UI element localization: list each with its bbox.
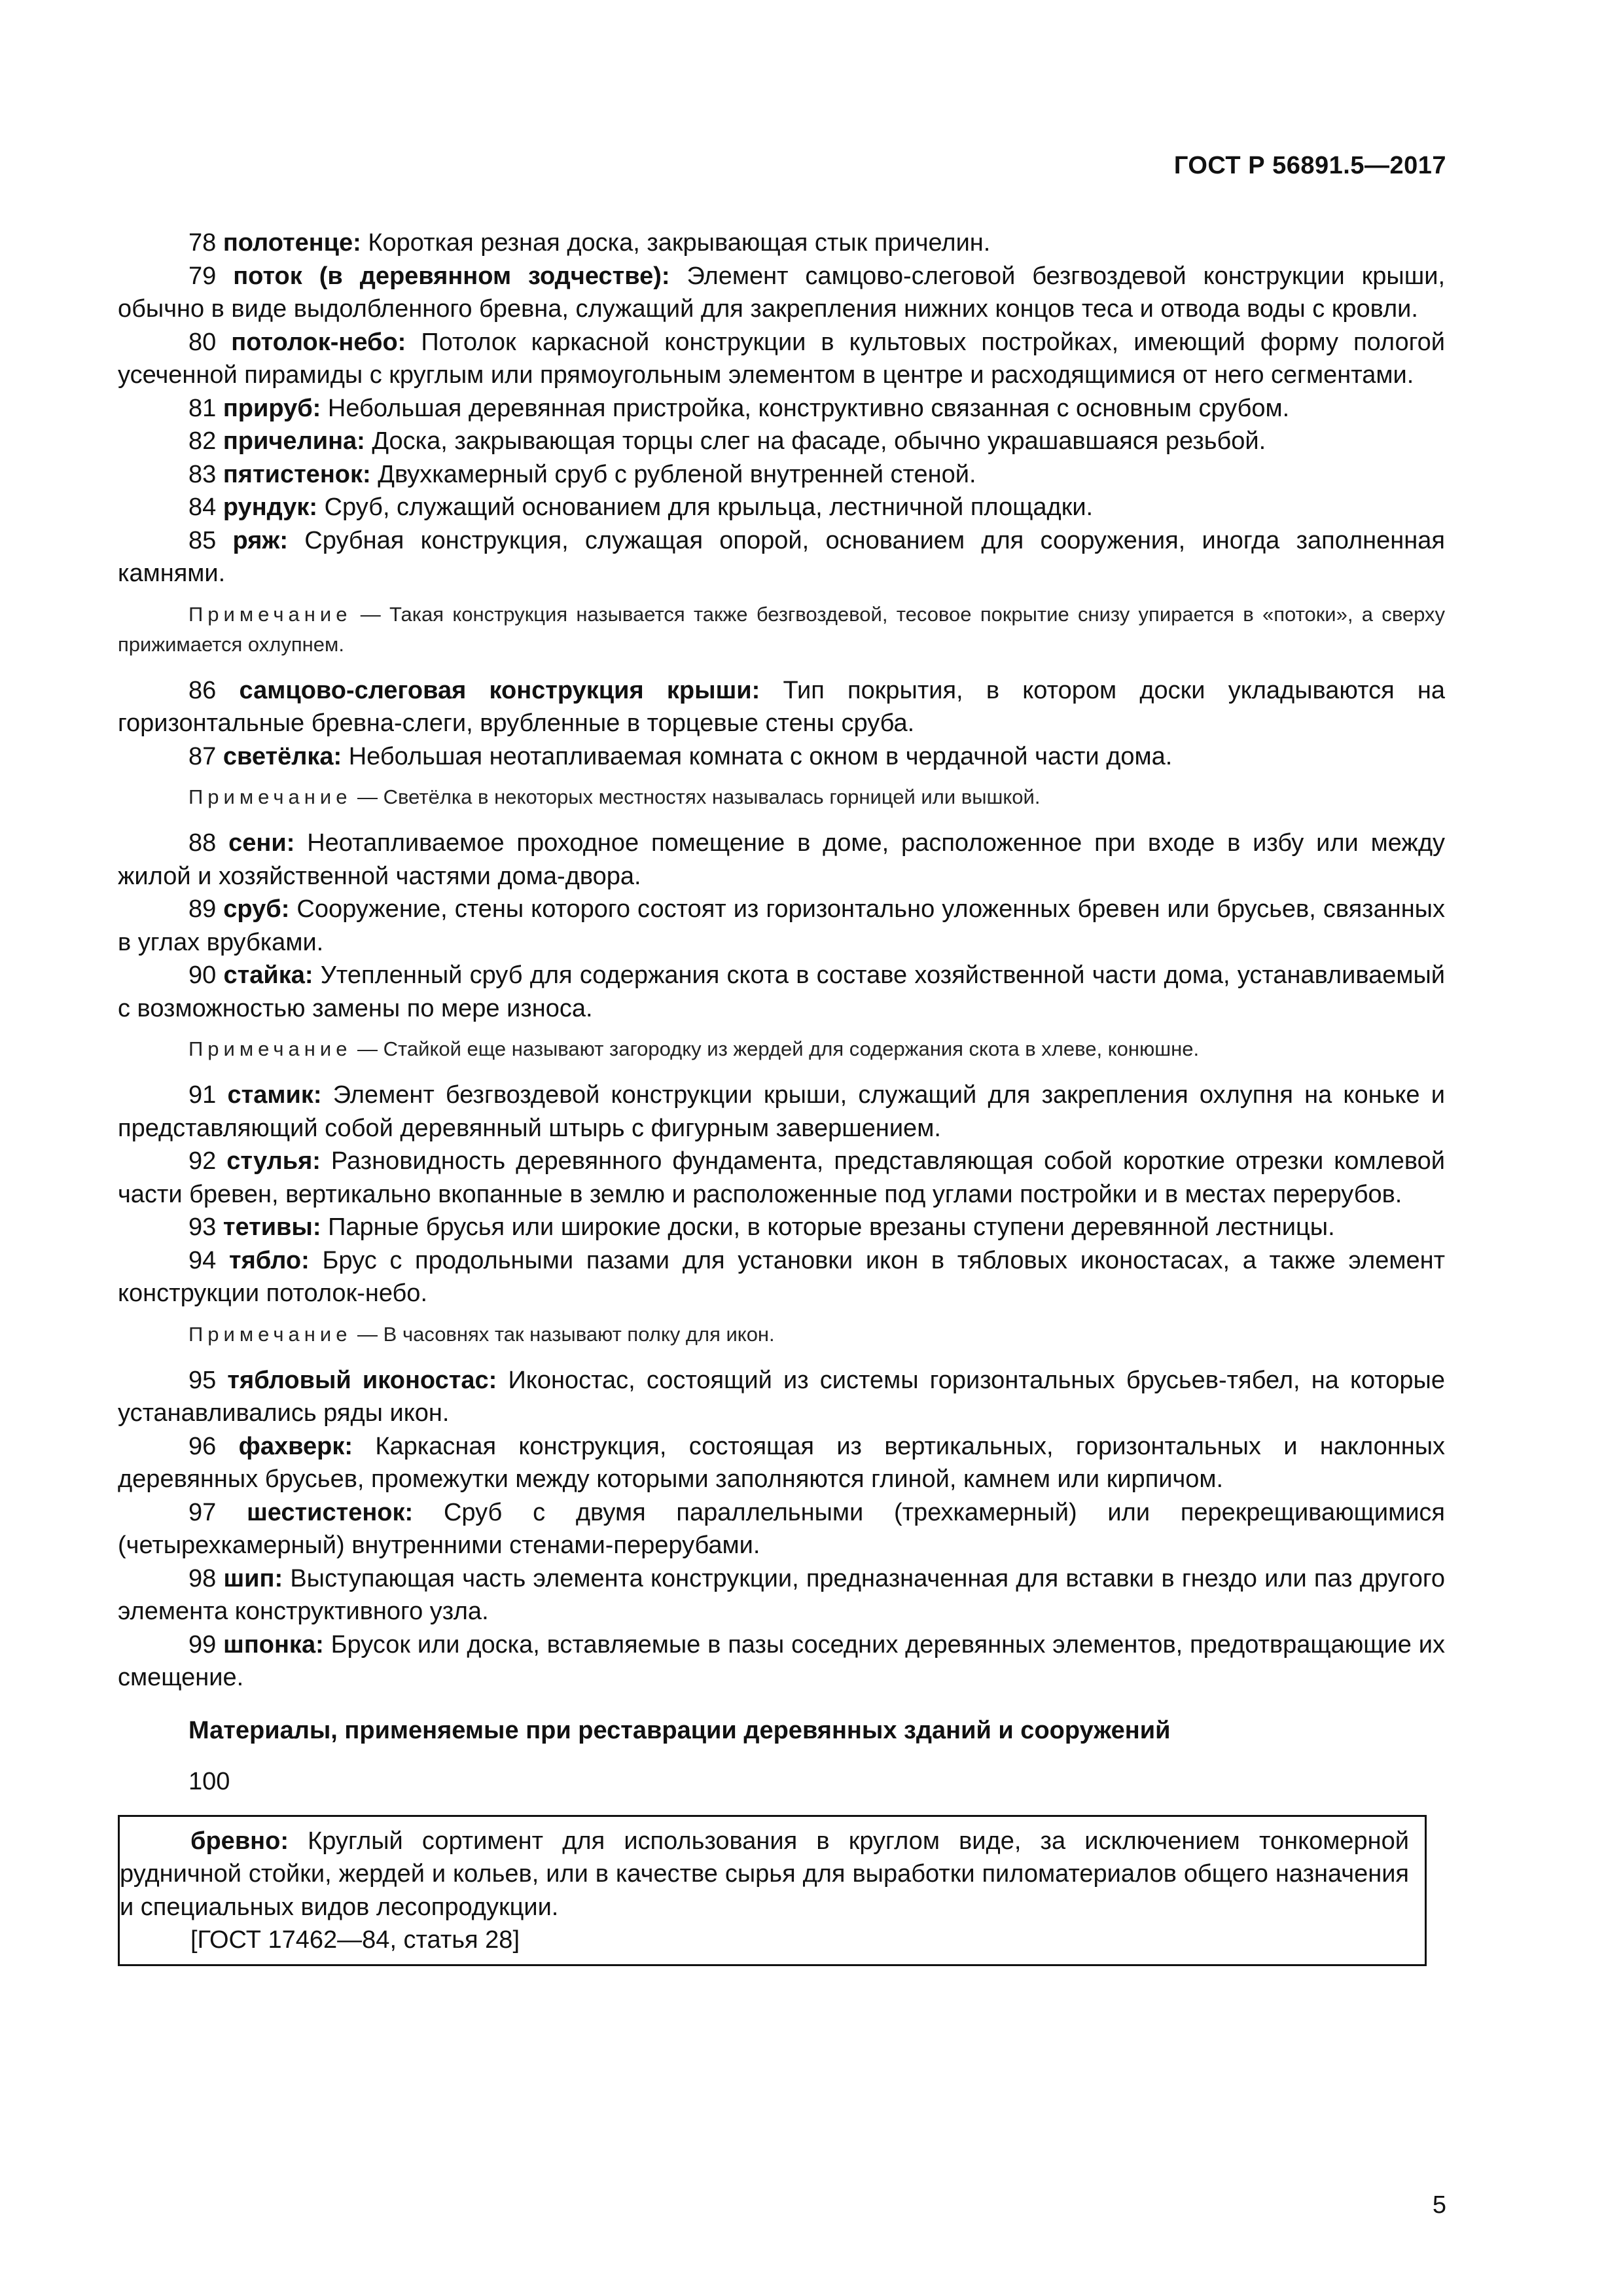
entry-number: 82 — [188, 427, 217, 455]
entry-definition: Утепленный сруб для содержания скота в составе хозяйственной части дома, устанавливаемый с возможностью замены по мере износа. — [118, 961, 1446, 1022]
entry-number: 91 — [188, 1081, 217, 1109]
page-number: 5 — [1432, 2191, 1446, 2219]
entry-number: 93 — [188, 1213, 217, 1241]
glossary-entry — [118, 260, 1445, 326]
entry-term: сени: — [228, 829, 295, 857]
definition-text: Круглый сортимент для использования в круглом виде, за исключением тонкомерной рудничной стойки, жердей и кольев, или в качестве сырья для выработки пиломатериалов общего назначения и специальных видов лесопродукции. — [120, 1827, 1409, 1921]
glossary-entry — [118, 458, 1445, 492]
entries-group-a — [118, 226, 1445, 590]
entry-definition: Потолок каркасной конструкции в культовых постройках, имеющий форму пологой усеченной пирамиды с круглым или прямоугольным элементом в центре и расходящимися от него сегментами. — [118, 328, 1445, 389]
glossary-entry — [118, 827, 1445, 893]
entry-number: 97 — [188, 1498, 217, 1526]
entry-number: 79 — [188, 262, 217, 290]
entry-term: шестистенок: — [247, 1498, 414, 1526]
entry-number: 86 — [188, 676, 217, 704]
entry-term: светёлка: — [223, 742, 342, 770]
entry-number: 99 — [188, 1630, 217, 1659]
entry-definition: Парные брусья или широкие доски, в которые врезаны ступени деревянной лестницы. — [321, 1213, 1335, 1241]
entry-definition: Иконостас, состоящий из системы горизонтальных брусьев-тябел, на которые устанавливались ряды икон. — [118, 1366, 1445, 1427]
note-text: — Такая конструкция называется также безгвоздевой, тесовое покрытие снизу упирается в «потоки», а сверху прижимается охлупнем. — [118, 602, 1445, 656]
section-number: 100 — [188, 1767, 230, 1795]
note-b — [118, 782, 1445, 812]
glossary-entry — [118, 491, 1445, 524]
glossary-entry — [118, 1079, 1445, 1145]
entries-group-b — [118, 674, 1445, 774]
entry-term: шпонка: — [223, 1630, 324, 1659]
entry-definition: Брусок или доска, вставляемые в пазы соседних деревянных элементов, предотвращающие их смещение. — [118, 1630, 1445, 1691]
glossary-entry — [118, 1364, 1445, 1430]
note-label: Примечание — [188, 1037, 352, 1060]
entry-term: пятистенок: — [223, 460, 371, 488]
entries-group-d — [118, 1079, 1445, 1310]
glossary-entry — [118, 326, 1445, 392]
entry-number: 85 — [188, 526, 217, 554]
note-label: Примечание — [188, 785, 352, 808]
note-label: Примечание — [188, 602, 352, 626]
entry-definition: Каркасная конструкция, состоящая из вертикальных, горизонтальных и наклонных деревянных брусьев, промежутки между которыми заполняются глиной, камнем или кирпичом. — [118, 1432, 1446, 1493]
entry-term: причелина: — [223, 427, 365, 455]
entry-term: фахверк: — [238, 1432, 353, 1460]
note-a — [118, 600, 1445, 660]
entry-term: ряж: — [232, 526, 289, 554]
entry-term: сруб: — [223, 895, 290, 923]
entry-definition: Элемент самцово-слеговой безгвоздевой конструкции крыши, обычно в виде выдолбленного бревна, служащий для закрепления нижних концов теса и отвода воды с кровли. — [118, 262, 1446, 323]
glossary-entry — [118, 1562, 1445, 1628]
note-text: — Светёлка в некоторых местностях называлась горницей или вышкой. — [351, 785, 1041, 808]
entry-number: 89 — [188, 895, 217, 923]
entry-term: поток (в деревянном зодчестве): — [233, 262, 670, 290]
entry-term: тябловый иконостас: — [227, 1366, 497, 1394]
entry-definition: Тип покрытия, в котором доски укладываются на горизонтальные бревна-слеги, врубленные в торцевые стены сруба. — [118, 676, 1445, 737]
entry-term: самцово-слеговая конструкция крыши: — [239, 676, 760, 704]
entry-definition: Небольшая деревянная пристройка, конструктивно связанная с основным срубом. — [321, 394, 1290, 422]
entry-number: 90 — [188, 961, 217, 989]
entry-definition: Элемент безгвоздевой конструкции крыши, служащий для закрепления охлупня на коньке и представляющий собой деревянный штырь с фигурным завершением. — [118, 1081, 1445, 1142]
entry-number: 98 — [188, 1564, 217, 1592]
glossary-entry — [118, 1628, 1445, 1695]
definition-term: бревно: — [190, 1827, 289, 1855]
entry-term: шип: — [223, 1564, 283, 1592]
entry-number: 95 — [188, 1366, 217, 1394]
entry-term: тябло: — [228, 1246, 310, 1274]
entry-number: 78 — [188, 229, 217, 257]
document-header: ГОСТ Р 56891.5—2017 — [1173, 152, 1446, 179]
entry-definition: Небольшая неотапливаемая комната с окном в чердачной части дома. — [342, 742, 1173, 770]
note-c — [118, 1034, 1445, 1064]
glossary-entry — [118, 959, 1445, 1025]
entry-definition: Доска, закрывающая торцы слег на фасаде, обычно украшавшаяся резьбой. — [365, 427, 1266, 455]
glossary-entry — [118, 524, 1445, 590]
entries-group-e — [118, 1364, 1445, 1695]
entry-number: 92 — [188, 1147, 217, 1175]
glossary-entry — [118, 226, 1445, 260]
entry-number: 96 — [188, 1432, 217, 1460]
definition-reference: [ГОСТ 17462—84, статья 28] — [190, 1926, 520, 1954]
entry-term: тетивы: — [223, 1213, 321, 1241]
glossary-entry — [118, 1145, 1445, 1211]
entry-number: 88 — [188, 829, 217, 857]
glossary-entry — [118, 893, 1445, 959]
entry-definition: Сруб, служащий основанием для крыльца, лестничной площадки. — [317, 493, 1094, 521]
glossary-entry — [118, 674, 1445, 740]
entry-definition: Сруб с двумя параллельными (трехкамерный) или перекрещивающимися (четырехкамерный) внутренними стенами-перерубами. — [118, 1498, 1445, 1559]
quoted-definition — [120, 1825, 1409, 1924]
entry-term: стамик: — [227, 1081, 322, 1109]
entries-group-c — [118, 827, 1445, 1025]
glossary-entry — [118, 425, 1445, 458]
entry-term: полотенце: — [223, 229, 361, 257]
section-heading: Материалы, применяемые при реставрации деревянных зданий и сооружений — [188, 1716, 1171, 1744]
entry-term: стайка: — [223, 961, 313, 989]
entry-number: 94 — [188, 1246, 217, 1274]
entry-number: 80 — [188, 328, 217, 356]
quoted-definition-box — [118, 1815, 1427, 1967]
entry-definition: Неотапливаемое проходное помещение в доме, расположенное при входе в избу или между жилой и хозяйственной частями дома-двора. — [118, 829, 1446, 890]
note-d — [118, 1319, 1445, 1350]
entry-definition: Брус с продольными пазами для установки икон в тябловых иконостасах, а также элемент конструкции потолок-небо. — [118, 1246, 1446, 1307]
entry-term: потолок-небо: — [231, 328, 406, 356]
glossary-entry — [118, 1244, 1445, 1310]
entry-definition: Короткая резная доска, закрывающая стык причелин. — [361, 229, 991, 257]
glossary-entry — [118, 1496, 1445, 1562]
note-text: — Стайкой еще называют загородку из жердей для содержания скота в хлеве, конюшне. — [351, 1037, 1200, 1060]
entry-definition: Срубная конструкция, служащая опорой, основанием для сооружения, иногда заполненная камнями. — [118, 526, 1445, 587]
entry-definition: Выступающая часть элемента конструкции, предназначенная для вставки в гнездо или паз другого элемента конструктивного узла. — [118, 1564, 1445, 1625]
entry-number: 81 — [188, 394, 217, 422]
note-text: — В часовнях так называют полку для икон. — [351, 1322, 775, 1346]
entry-number: 83 — [188, 460, 217, 488]
glossary-entry — [118, 740, 1445, 774]
glossary-entry — [118, 1430, 1445, 1496]
glossary-entry — [118, 392, 1445, 425]
page-content — [118, 226, 1445, 1966]
entry-definition: Разновидность деревянного фундамента, представляющая собой короткие отрезки комлевой части бревен, вертикально вкопанные в землю и расположенные под углами постройки и в местах перерубов. — [118, 1147, 1445, 1208]
entry-number: 87 — [188, 742, 217, 770]
entry-term: рундук: — [223, 493, 318, 521]
entry-term: стулья: — [226, 1147, 321, 1175]
entry-definition: Сооружение, стены которого состоят из горизонтально уложенных бревен или брусьев, связанных в углах врубками. — [118, 895, 1445, 956]
entry-definition: Двухкамерный сруб с рубленой внутренней стеной. — [370, 460, 976, 488]
entry-number: 84 — [188, 493, 217, 521]
entry-term: прируб: — [223, 394, 321, 422]
note-label: Примечание — [188, 1322, 352, 1346]
glossary-entry — [118, 1211, 1445, 1244]
